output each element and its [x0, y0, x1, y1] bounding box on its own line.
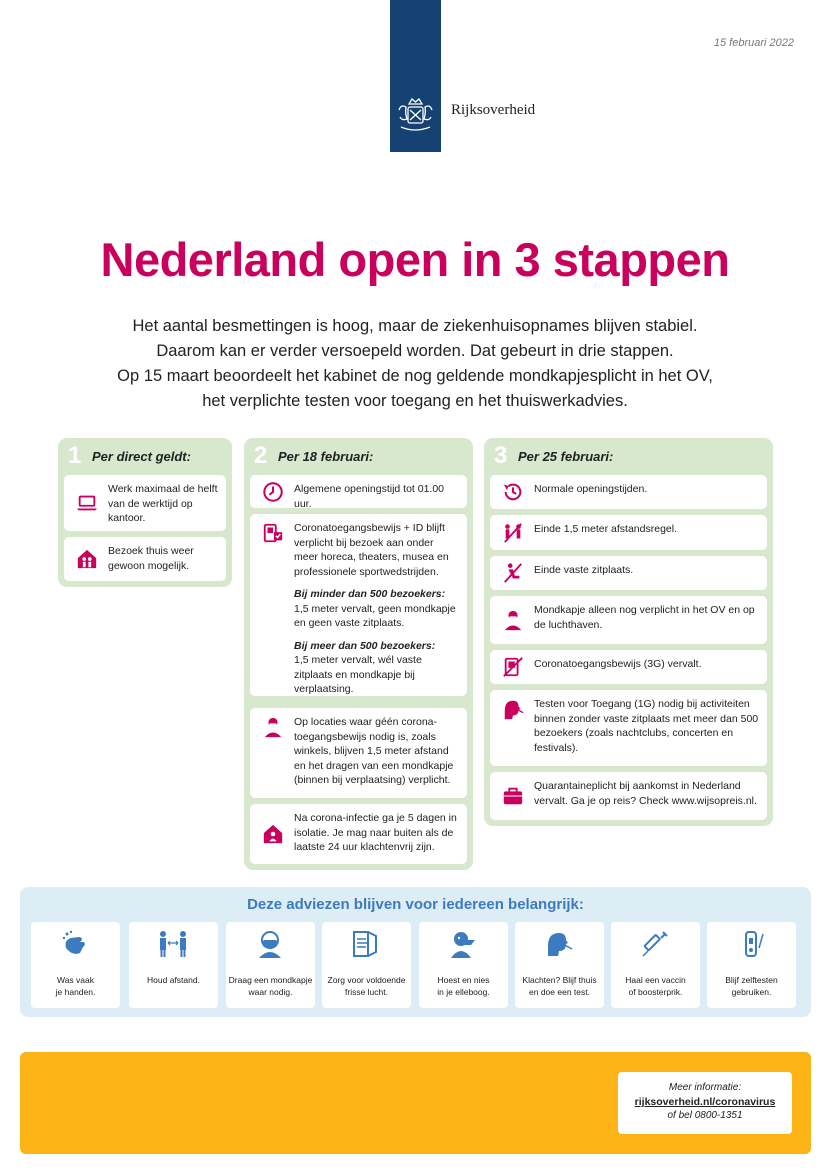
- measure-text: Algemene openingstijd tot 01.00 uur.: [294, 483, 445, 510]
- tile-label: [613, 974, 698, 998]
- tile-label: [709, 974, 794, 998]
- tile-label-line: Blijf zelftesten: [725, 975, 778, 985]
- tile-label: [324, 974, 409, 998]
- clock-back-icon: [502, 481, 524, 503]
- advice-tile: [129, 922, 218, 1008]
- advice-tile: [707, 922, 796, 1008]
- step-title: Per 18 februari:: [278, 449, 374, 464]
- logo-wordmark: Rijksoverheid: [451, 102, 536, 118]
- suitcase-icon: [502, 785, 524, 807]
- measure-text: Einde vaste zitplaats.: [534, 564, 634, 576]
- tile-label-line: frisse lucht.: [345, 987, 388, 997]
- tile-label-line: of boosterprik.: [628, 987, 683, 997]
- test-swab-icon: [545, 930, 573, 958]
- step-number: 3: [494, 442, 508, 469]
- tile-label-line: Haal een vaccin: [625, 975, 686, 985]
- sub-text: 1,5 meter vervalt, wél vaste zitplaats en mondkapje bij verplaatsing.: [294, 654, 422, 695]
- measure-card: [490, 515, 767, 550]
- step-3-column: [484, 438, 773, 826]
- measure-card: [250, 514, 467, 696]
- tile-label: [421, 974, 506, 998]
- tile-label-line: Zorg voor voldoende: [327, 975, 406, 985]
- tile-label-line: in je elleboog.: [437, 987, 490, 997]
- sub-heading: Bij minder dan 500 bezoekers:: [294, 588, 446, 600]
- intro-line: Op 15 maart beoordeelt het kabinet de nog geldende mondkapjesplicht in het OV,: [117, 367, 713, 385]
- step-title: Per direct geldt:: [92, 449, 191, 464]
- measure-text: Einde 1,5 meter afstandsregel.: [534, 523, 678, 535]
- measure-text: Na corona-infectie ga je 5 dagen in isolatie. Je mag naar buiten als de laatste 24 uur klachtenvrij zijn.: [294, 812, 457, 853]
- publication-date: 15 februari 2022: [713, 37, 794, 49]
- step-header: [490, 442, 767, 470]
- no-seat-icon: [502, 562, 524, 584]
- measure-card: [490, 556, 767, 590]
- measure-card: [490, 475, 767, 509]
- clock-icon: [262, 481, 284, 503]
- step-number: 2: [254, 442, 268, 469]
- advice-tile: [611, 922, 700, 1008]
- no-pass-icon: [502, 656, 524, 678]
- measure-text: Quarantaineplicht bij aankomst in Nederland vervalt. Ga je op reis? Check www.wijsopreis.nl.: [534, 780, 757, 807]
- advice-tile: [226, 922, 315, 1008]
- mask-person-icon: [262, 716, 284, 738]
- tile-label-line: je handen.: [55, 987, 96, 997]
- step-title: Per 25 februari:: [518, 449, 614, 464]
- intro-line: het verplichte testen voor toegang en het thuiswerkadvies.: [202, 392, 628, 410]
- advice-tile: [322, 922, 411, 1008]
- advice-title: Deze adviezen blijven voor iedereen belangrijk:: [247, 896, 584, 913]
- more-info-box: [618, 1072, 792, 1134]
- vaccine-icon: [641, 930, 669, 958]
- measure-card: [250, 475, 467, 508]
- step-header: [250, 442, 467, 470]
- measure-text: Coronatoegangsbewijs (3G) vervalt.: [534, 658, 702, 670]
- step-number: 1: [68, 442, 82, 469]
- measure-text: Bezoek thuis weer gewoon mogelijk.: [108, 545, 194, 572]
- distance-icon: [159, 930, 187, 958]
- measure-card: [490, 650, 767, 684]
- measure-card: [490, 772, 767, 820]
- id-pass-icon: [262, 522, 284, 544]
- laptop-icon: [76, 492, 98, 514]
- advice-tile: [515, 922, 604, 1008]
- measure-text: Op locaties waar géén corona-toegangsbewijs nodig is, zoals winkels, blijven 1,5 meter afstand en het dragen van een mondkapje (binnen bij verplaatsing) verplicht.: [294, 716, 454, 786]
- tile-label-line: Houd afstand.: [147, 975, 200, 985]
- measure-text: Werk maximaal de helft van de werktijd op kantoor.: [108, 483, 218, 524]
- step-header: [64, 442, 226, 470]
- footer-banner: [20, 1052, 811, 1154]
- isolation-house-icon: [262, 823, 284, 845]
- measure-card: [490, 596, 767, 644]
- test-swab-icon: [502, 698, 524, 720]
- step-2-column: [244, 438, 473, 870]
- tile-label-line: en doe een test.: [529, 987, 590, 997]
- tile-label-line: Was vaak: [56, 975, 94, 985]
- advice-tile: [31, 922, 120, 1008]
- page-title: Nederland open in 3 stappen: [100, 233, 730, 286]
- measure-text: Mondkapje alleen nog verplicht in het OV en op de luchthaven.: [534, 604, 755, 631]
- info-link[interactable]: rijksoverheid.nl/coronavirus: [634, 1096, 776, 1108]
- tile-label-line: waar nodig.: [248, 987, 293, 997]
- tile-label: [517, 974, 602, 998]
- tile-label: [131, 974, 216, 986]
- wash-hands-icon: [61, 930, 89, 958]
- cough-elbow-icon: [449, 930, 477, 958]
- step-1-column: [58, 438, 232, 587]
- intro-line: Daarom kan er verder versoepeld worden. Dat gebeurt in drie stappen.: [156, 342, 674, 360]
- more-info-label: Meer informatie:: [668, 1082, 742, 1093]
- measure-text: Testen voor Toegang (1G) nodig bij activiteiten binnen zonder vaste zitplaats met meer dan 500 bezoekers (zoals nachtclubs, concerten en festivals).: [534, 698, 759, 754]
- intro-line: Het aantal besmettingen is hoog, maar de ziekenhuisopnames blijven stabiel.: [132, 317, 698, 335]
- government-logo: [390, 0, 441, 152]
- coat-of-arms-icon: [395, 94, 436, 140]
- measure-card: [250, 708, 467, 798]
- measure-card: [64, 537, 226, 581]
- measure-card: [250, 804, 467, 864]
- sub-heading: Bij meer dan 500 bezoekers:: [294, 639, 436, 652]
- tile-label: [228, 974, 313, 998]
- tile-label-line: Hoest en nies: [437, 975, 490, 985]
- measure-card: [490, 690, 767, 766]
- self-test-icon: [737, 930, 765, 958]
- no-distance-icon: [502, 522, 524, 544]
- measure-text: Coronatoegangsbewijs + ID blijft verplicht bij bezoek aan onder meer horeca, theaters, musea en professionele sportwedstrijden.: [294, 522, 449, 578]
- phone-number: of bel 0800-1351: [667, 1110, 743, 1121]
- tile-label-line: Draag een mondkapje: [228, 975, 313, 985]
- sub-text: 1,5 meter vervalt, geen mondkapje en geen vaste zitplaats.: [294, 602, 456, 629]
- tile-label-line: Klachten? Blijf thuis: [522, 975, 597, 985]
- measure-text: Normale openingstijden.: [534, 483, 648, 495]
- tile-label: [33, 974, 118, 998]
- face-mask-icon: [256, 930, 284, 958]
- home-visit-icon: [76, 548, 98, 570]
- ventilate-icon: [352, 930, 380, 958]
- advice-section: [20, 887, 811, 1017]
- advice-tile: [419, 922, 508, 1008]
- tile-label-line: gebruiken.: [731, 987, 772, 997]
- intro-text: [0, 314, 830, 414]
- measure-card: [64, 475, 226, 531]
- mask-person-icon: [502, 609, 524, 631]
